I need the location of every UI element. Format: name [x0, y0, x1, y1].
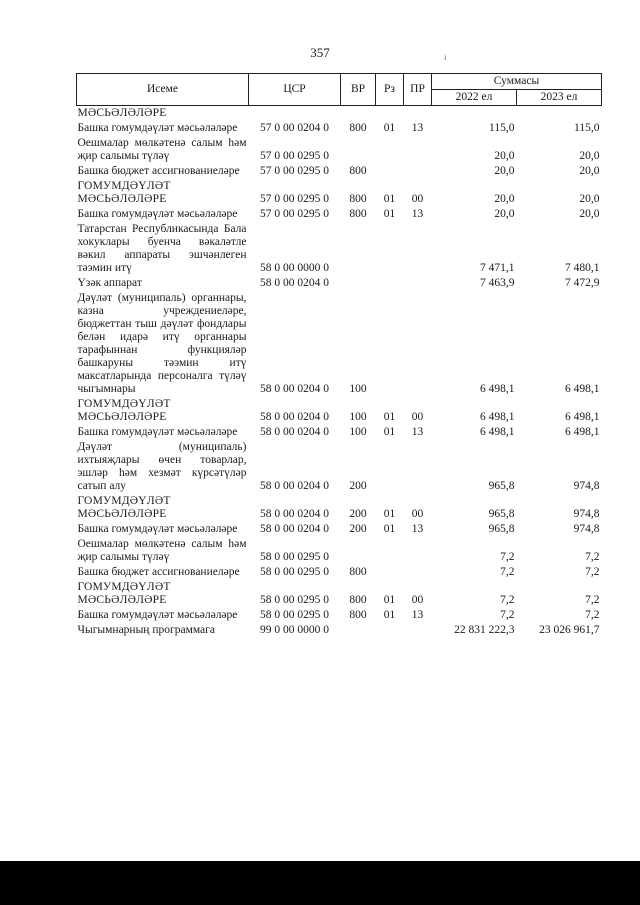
header-2022: 2022 ел	[432, 90, 517, 106]
scan-mark: ı	[444, 52, 447, 62]
row-vr: 800	[349, 122, 367, 134]
table-row	[77, 106, 602, 122]
row-sum-2022: 965,8	[488, 508, 515, 520]
row-csr: 58 0 00 0204 0	[260, 480, 329, 492]
row-name: Башка гомумдәүләт мәсьәләләре	[77, 122, 238, 134]
table-row	[77, 425, 602, 440]
row-sum-2022: 115,0	[489, 122, 515, 134]
table-row	[77, 291, 602, 397]
row-vr: 800	[349, 208, 367, 220]
row-name: ГОМУМДӘҮЛӘТ МӘСЬӘЛӘЛӘРЕ	[77, 180, 171, 205]
row-csr: 58 0 00 0204 0	[260, 411, 329, 423]
row-rz	[376, 164, 404, 179]
table-row	[77, 440, 602, 494]
row-sum-2023: 7,2	[585, 566, 600, 578]
row-csr: 57 0 00 0295 0	[260, 193, 329, 205]
table-row	[77, 164, 602, 179]
row-vr: 800	[349, 165, 367, 177]
row-sum-2023: 974,8	[573, 508, 600, 520]
row-sum-2022: 7,2	[500, 609, 515, 621]
header-pr: ПР	[404, 74, 432, 106]
row-csr: 58 0 00 0204 0	[260, 426, 329, 438]
row-pr	[404, 164, 432, 179]
row-pr: 13	[411, 609, 424, 621]
row-pr	[404, 136, 432, 164]
header-csr: ЦСР	[249, 74, 341, 106]
row-sum-2023	[517, 106, 602, 122]
row-rz: 01	[383, 122, 396, 134]
row-name: Башка бюджет ассигнованиеләре	[77, 165, 240, 177]
table-body	[77, 106, 602, 639]
row-vr	[341, 222, 376, 276]
row-sum-2022: 20,0	[494, 150, 515, 162]
row-rz: 01	[383, 411, 396, 423]
row-csr	[249, 106, 341, 122]
row-sum-2022: 20,0	[494, 193, 515, 205]
row-sum-2023: 7,2	[585, 551, 600, 563]
row-pr	[404, 106, 432, 122]
row-vr: 200	[349, 508, 367, 520]
row-rz: 01	[383, 609, 396, 621]
row-rz	[376, 136, 404, 164]
row-pr: 13	[411, 122, 424, 134]
row-csr: 58 0 00 0295 0	[260, 594, 329, 606]
row-sum-2022: 965,8	[488, 523, 515, 535]
row-sum-2023: 7 480,1	[565, 262, 600, 274]
table-row	[77, 522, 602, 537]
row-sum-2023: 6 498,1	[565, 411, 600, 423]
table-row	[77, 494, 602, 522]
row-pr	[404, 565, 432, 580]
row-rz	[376, 623, 404, 638]
row-pr	[404, 222, 432, 276]
header-rz: Рз	[376, 74, 404, 106]
row-sum-2023: 7 472,9	[565, 277, 600, 289]
row-sum-2022: 965,8	[488, 480, 515, 492]
table-row	[77, 207, 602, 222]
row-vr	[341, 276, 376, 291]
row-name: Башка бюджет ассигнованиеләре	[77, 566, 240, 578]
row-vr: 800	[349, 193, 367, 205]
table-row	[77, 276, 602, 291]
row-pr	[404, 537, 432, 565]
table-row	[77, 608, 602, 623]
row-pr: 13	[411, 523, 424, 535]
row-name: МӘСЬӘЛӘЛӘРЕ	[77, 107, 167, 119]
row-sum-2022	[432, 106, 517, 122]
row-name: Башка гомумдәүләт мәсьәләләре	[77, 609, 238, 621]
row-sum-2022: 7,2	[500, 566, 515, 578]
header-2023: 2023 ел	[517, 90, 602, 106]
row-csr: 57 0 00 0204 0	[260, 122, 329, 134]
row-sum-2022: 6 498,1	[480, 426, 515, 438]
table-row	[77, 623, 602, 638]
row-csr: 58 0 00 0295 0	[260, 609, 329, 621]
row-rz: 01	[383, 523, 396, 535]
row-sum-2023: 6 498,1	[565, 426, 600, 438]
row-name: Оешмалар мөлкәтенә салым һәм җир салымы түләү	[77, 137, 247, 162]
row-sum-2022: 7,2	[500, 594, 515, 606]
header-sums: Суммасы	[432, 74, 602, 90]
row-sum-2022: 20,0	[494, 208, 515, 220]
row-rz: 01	[383, 193, 396, 205]
row-vr: 800	[349, 609, 367, 621]
row-sum-2023: 115,0	[574, 122, 600, 134]
row-rz	[376, 565, 404, 580]
row-rz: 01	[383, 508, 396, 520]
row-vr: 800	[349, 566, 367, 578]
row-sum-2023: 20,0	[579, 208, 600, 220]
row-pr	[404, 291, 432, 397]
row-pr: 13	[411, 208, 424, 220]
row-rz	[376, 276, 404, 291]
row-rz: 01	[383, 208, 396, 220]
row-name: Дәүләт (муниципаль) органнары, казна учреждениеләре, бюджеттан тыш дәүләт фондлары белән идарә итү органнары тарафыннан функцияләр башкаруны тәэмин итү максатларында персоналга түләү чыгымнары	[77, 292, 247, 395]
row-rz: 01	[383, 594, 396, 606]
row-name: Башка гомумдәүләт мәсьәләләре	[77, 523, 238, 535]
header-name: Исеме	[77, 74, 249, 106]
row-rz	[376, 291, 404, 397]
row-pr	[404, 623, 432, 638]
row-csr: 57 0 00 0295 0	[260, 165, 329, 177]
page-number: 357	[310, 45, 330, 60]
row-rz: 01	[383, 426, 396, 438]
table-row	[77, 580, 602, 608]
row-name: Татарстан Республикасында Бала хокуклары буенча вәкаләтле вәкил аппараты эшчәнлеген тәэмин итү	[77, 223, 247, 274]
row-csr: 58 0 00 0204 0	[260, 383, 329, 395]
row-sum-2022: 6 498,1	[480, 383, 515, 395]
table-row	[77, 537, 602, 565]
row-sum-2023: 23 026 961,7	[539, 624, 600, 636]
row-name: ГОМУМДӘҮЛӘТ МӘСЬӘЛӘЛӘРЕ	[77, 495, 171, 520]
row-vr	[341, 106, 376, 122]
table-row	[77, 222, 602, 276]
row-sum-2022: 22 831 222,3	[454, 624, 515, 636]
row-csr: 58 0 00 0295 0	[260, 551, 329, 563]
row-sum-2022: 7,2	[500, 551, 515, 563]
row-name: Дәүләт (муниципаль) ихтыяҗлары өчен товарлар, эшләр һәм хезмәт күрсәтүләр сатып алу	[77, 441, 247, 492]
row-vr	[341, 623, 376, 638]
row-csr: 58 0 00 0204 0	[260, 523, 329, 535]
table-row	[77, 121, 602, 136]
row-rz	[376, 222, 404, 276]
row-csr: 99 0 00 0000 0	[260, 624, 329, 636]
row-vr: 800	[349, 594, 367, 606]
row-sum-2023: 20,0	[579, 150, 600, 162]
row-sum-2023: 20,0	[579, 193, 600, 205]
row-sum-2022: 6 498,1	[480, 411, 515, 423]
row-pr: 00	[411, 411, 424, 423]
row-pr	[404, 276, 432, 291]
row-vr: 100	[349, 383, 367, 395]
row-vr: 100	[349, 411, 367, 423]
row-pr	[404, 440, 432, 494]
row-csr: 57 0 00 0295 0	[260, 150, 329, 162]
row-csr: 57 0 00 0295 0	[260, 208, 329, 220]
row-name: ГОМУМДӘҮЛӘТ МӘСЬӘЛӘЛӘРЕ	[77, 581, 171, 606]
row-vr: 100	[349, 426, 367, 438]
header-vr: ВР	[341, 74, 376, 106]
row-csr: 58 0 00 0204 0	[260, 508, 329, 520]
row-sum-2022: 7 463,9	[480, 277, 515, 289]
table-row	[77, 397, 602, 425]
row-name: Чыгымнарның программага	[77, 624, 215, 636]
row-pr: 00	[411, 193, 424, 205]
row-sum-2023: 6 498,1	[565, 383, 600, 395]
row-pr: 00	[411, 508, 424, 520]
scan-border	[0, 861, 640, 905]
row-sum-2023: 20,0	[579, 165, 600, 177]
row-name: Башка гомумдәүләт мәсьәләләре	[77, 208, 238, 220]
row-pr: 00	[411, 594, 424, 606]
row-sum-2023: 7,2	[585, 594, 600, 606]
row-vr	[341, 136, 376, 164]
row-rz	[376, 440, 404, 494]
table-row	[77, 179, 602, 207]
row-sum-2022: 20,0	[494, 165, 515, 177]
row-pr: 13	[411, 426, 424, 438]
row-name: Башка гомумдәүләт мәсьәләләре	[77, 426, 238, 438]
budget-table	[76, 73, 602, 638]
row-csr: 58 0 00 0295 0	[260, 566, 329, 578]
row-rz	[376, 106, 404, 122]
row-sum-2022: 7 471,1	[480, 262, 515, 274]
row-vr: 200	[349, 523, 367, 535]
table-header	[77, 74, 602, 106]
row-name: Оешмалар мөлкәтенә салым һәм җир салымы түләү	[77, 538, 247, 563]
row-vr: 200	[349, 480, 367, 492]
row-sum-2023: 974,8	[573, 523, 600, 535]
row-rz	[376, 537, 404, 565]
table-row	[77, 136, 602, 164]
row-csr: 58 0 00 0204 0	[260, 277, 329, 289]
table-row	[77, 565, 602, 580]
row-name: ГОМУМДӘҮЛӘТ МӘСЬӘЛӘЛӘРЕ	[77, 398, 171, 423]
row-name: Үзәк аппарат	[77, 277, 142, 289]
row-csr: 58 0 00 0000 0	[260, 262, 329, 274]
row-sum-2023: 974,8	[573, 480, 600, 492]
row-sum-2023: 7,2	[585, 609, 600, 621]
row-vr	[341, 537, 376, 565]
